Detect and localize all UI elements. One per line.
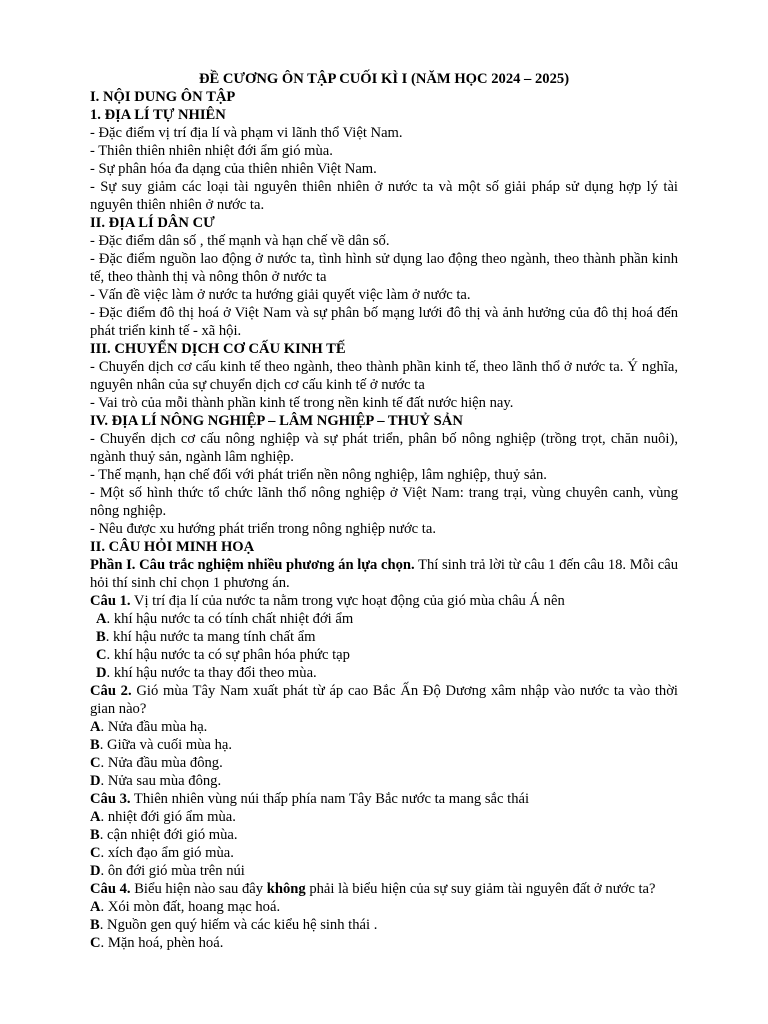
option-text: . Giữa và cuối mùa hạ. [99, 737, 233, 753]
option-key: C [90, 845, 101, 861]
answer-option [90, 754, 678, 772]
answer-option [90, 808, 678, 826]
option-key: A [90, 809, 101, 825]
answer-option [90, 898, 678, 916]
option-text: . ôn đới gió mùa trên núi [100, 863, 245, 879]
answer-option [90, 628, 678, 646]
option-text: . Xói mòn đất, hoang mạc hoá. [100, 899, 281, 915]
option-text: . khí hậu nước ta mang tính chất ẩm [105, 629, 316, 645]
option-key: C [96, 647, 107, 663]
option-key: D [90, 863, 101, 879]
option-text: . khí hậu nước ta thay đổi theo mùa. [106, 665, 317, 681]
option-text: . Nửa đầu mùa hạ. [100, 719, 208, 735]
option-text: . Nguồn gen quý hiếm và các kiểu hệ sinh thái . [99, 917, 378, 933]
content-line: - Đặc điểm dân số , thế mạnh và hạn chế về dân số. [90, 233, 390, 249]
content-line: - Một số hình thức tổ chức lãnh thổ nông nghiệp ở Việt Nam: trang trại, vùng chuyên canh, vùng nông nghiệp. [90, 485, 678, 519]
option-key: B [90, 917, 100, 933]
answer-option [90, 736, 678, 754]
question-1 [90, 592, 678, 610]
option-key: A [90, 719, 101, 735]
content-line: - Đặc điểm nguồn lao động ở nước ta, tình hình sử dụng lao động theo ngành, theo thành phần kinh tế, theo thành thị và nông thôn ở nước ta [90, 251, 678, 285]
option-text: . Mặn hoá, phèn hoá. [100, 935, 224, 951]
option-key: B [90, 737, 100, 753]
content-line: - Chuyển dịch cơ cấu nông nghiệp và sự phát triển, phân bố nông nghiệp (trồng trọt, chăn nuôi), ngành thuỷ sản, ngành lâm nghiệp. [90, 431, 678, 465]
question-label: Câu 2. [90, 683, 132, 699]
answer-option [90, 826, 678, 844]
option-text: . khí hậu nước ta có sự phân hóa phức tạp [106, 647, 350, 663]
content-line: - Vai trò của mỗi thành phần kinh tế trong nền kinh tế đất nước hiện nay. [90, 395, 514, 411]
question-text: Vị trí địa lí của nước ta nằm trong vực hoạt động của gió mùa châu Á nên [130, 593, 565, 609]
question-label: Câu 3. [90, 791, 131, 807]
content-line: - Vấn đề việc làm ở nước ta hướng giải quyết việc làm ở nước ta. [90, 287, 471, 303]
option-key: A [96, 611, 107, 627]
section-heading: I. NỘI DUNG ÔN TẬP [90, 89, 236, 105]
option-text: . Nửa sau mùa đông. [100, 773, 222, 789]
answer-option [90, 934, 678, 952]
content-line: - Sự suy giảm các loại tài nguyên thiên nhiên ở nước ta và một số giải pháp sử dụng hợp lý tài nguyên thiên nhiên ở nước ta. [90, 179, 678, 213]
option-text: . xích đạo ẩm gió mùa. [100, 845, 234, 861]
question-text: phải là biểu hiện của sự suy giảm tài nguyên đất ở nước ta? [305, 881, 656, 897]
question-emphasis: không [266, 881, 306, 897]
content-line: - Sự phân hóa đa dạng của thiên nhiên Việt Nam. [90, 161, 377, 177]
part-text: Thí sinh trả lời từ câu 1 đến câu 18. Mỗi câu hỏi thí sinh chỉ chọn 1 phương án. [90, 557, 678, 591]
answer-option [90, 718, 678, 736]
content-line: - Thiên thiên nhiên nhiệt đới ẩm gió mùa. [90, 143, 333, 159]
question-text: Gió mùa Tây Nam xuất phát từ áp cao Bắc Ấn Độ Dương xâm nhập vào nước ta vào thời gian nào? [90, 683, 678, 717]
section-heading: IV. ĐỊA LÍ NÔNG NGHIỆP – LÂM NGHIỆP – THUỶ SẢN [90, 413, 463, 429]
question-text: Biểu hiện nào sau đây [130, 881, 267, 897]
content-line: - Chuyển dịch cơ cấu kinh tế theo ngành, theo thành phần kinh tế, theo lãnh thổ ở nước ta. Ý nghĩa, nguyên nhân của sự chuyển dịch cơ cấu kinh tế ở nước ta [90, 359, 678, 393]
content-line: - Thế mạnh, hạn chế đối với phát triển nền nông nghiệp, lâm nghiệp, thuỷ sản. [90, 467, 547, 483]
question-text: Thiên nhiên vùng núi thấp phía nam Tây Bắc nước ta mang sắc thái [130, 791, 530, 807]
part-instruction [90, 556, 678, 592]
document-title: ĐỀ CƯƠNG ÔN TẬP CUỐI KÌ I (NĂM HỌC 2024 – 2025) [198, 71, 570, 87]
option-key: D [96, 665, 107, 681]
answer-option [90, 610, 678, 628]
question-3 [90, 790, 678, 808]
content-line: - Đặc điểm vị trí địa lí và phạm vi lãnh thổ Việt Nam. [90, 125, 403, 141]
question-4 [90, 880, 678, 898]
answer-option [90, 862, 678, 880]
answer-option [90, 772, 678, 790]
option-key: B [90, 827, 100, 843]
question-label: Câu 1. [90, 593, 131, 609]
content-line: - Đặc điểm đô thị hoá ở Việt Nam và sự phân bố mạng lưới đô thị và ảnh hưởng của đô thị hoá đến phát triển kinh tế - xã hội. [90, 305, 678, 339]
answer-option [90, 844, 678, 862]
section-heading: II. ĐỊA LÍ DÂN CƯ [90, 215, 215, 231]
answer-option [90, 916, 678, 934]
option-text: . khí hậu nước ta có tính chất nhiệt đới ẩm [106, 611, 354, 627]
option-key: A [90, 899, 101, 915]
option-text: . cận nhiệt đới gió mùa. [99, 827, 238, 843]
part-label: Phần I. Câu trắc nghiệm nhiều phương án lựa chọn. [90, 557, 415, 573]
option-key: B [96, 629, 106, 645]
option-key: D [90, 773, 101, 789]
option-key: C [90, 935, 101, 951]
subsection-heading: 1. ĐỊA LÍ TỰ NHIÊN [90, 107, 226, 123]
option-text: . Nửa đầu mùa đông. [100, 755, 223, 771]
option-text: . nhiệt đới gió ẩm mùa. [100, 809, 236, 825]
answer-option [90, 646, 678, 664]
section-heading: III. CHUYỂN DỊCH CƠ CẤU KINH TẾ [90, 341, 346, 357]
section-heading: II. CÂU HỎI MINH HOẠ [90, 539, 255, 555]
answer-option [90, 664, 678, 682]
question-label: Câu 4. [90, 881, 131, 897]
content-line: - Nêu được xu hướng phát triển trong nông nghiệp nước ta. [90, 521, 436, 537]
question-2 [90, 682, 678, 718]
option-key: C [90, 755, 101, 771]
